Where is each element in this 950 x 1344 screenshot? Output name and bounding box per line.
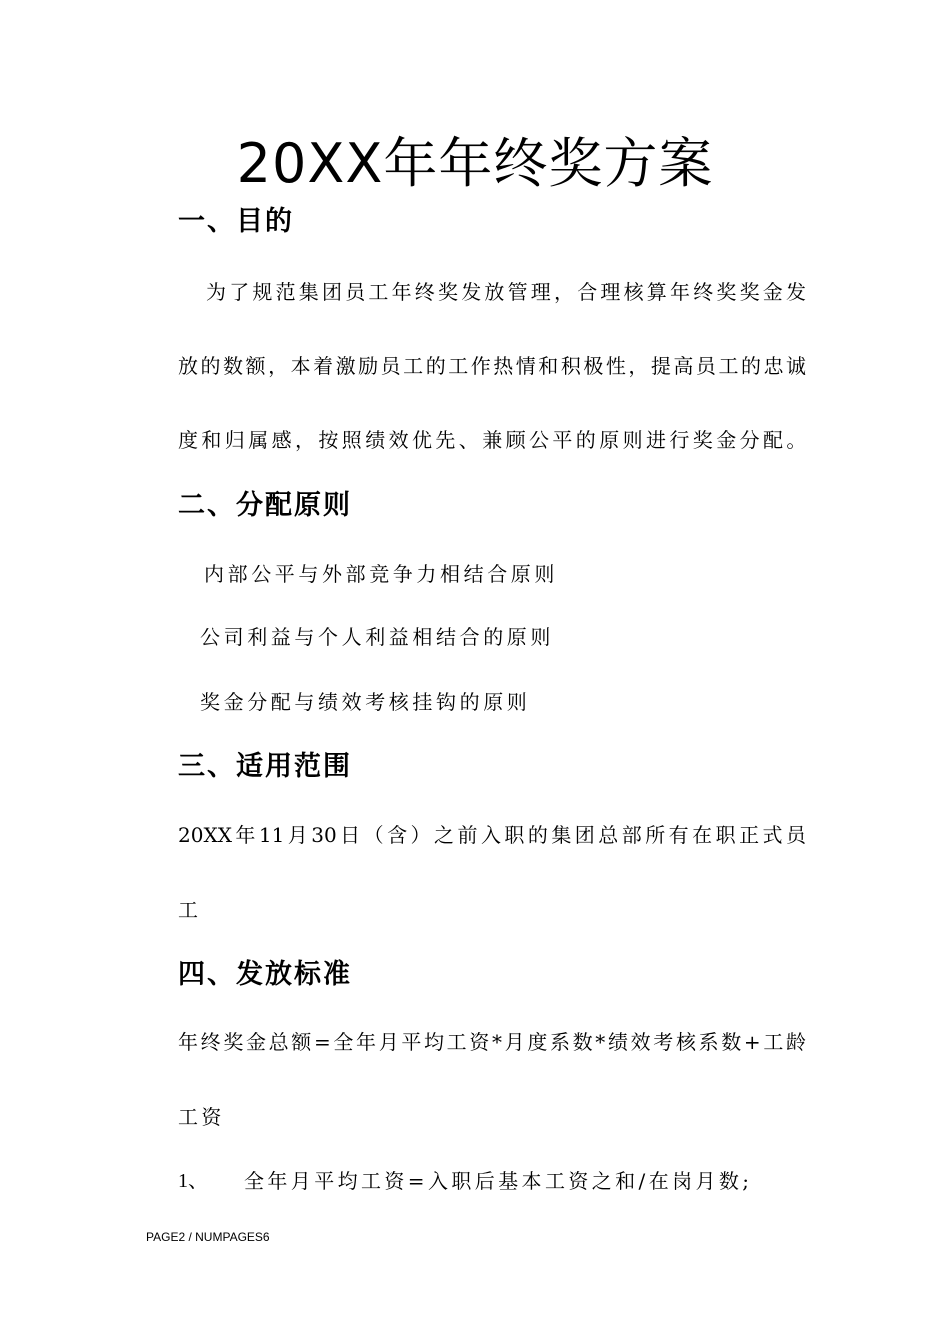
- section-heading-principles: 二、分配原则: [178, 490, 352, 521]
- principle-item-1: 内部公平与外部竞争力相结合原则: [204, 562, 558, 586]
- purpose-line-3: 度和归属感，按照绩效优先、兼顾公平的原则进行奖金分配。: [178, 428, 810, 452]
- document-title: 20XX年年终奖方案: [236, 132, 714, 195]
- purpose-line-1: 为了规范集团员工年终奖发放管理，合理核算年终奖奖金发: [206, 280, 806, 304]
- purpose-line-2: 放的数额，本着激励员工的工作热情和积极性，提高员工的忠诚: [178, 354, 806, 378]
- section-heading-purpose: 一、目的: [178, 206, 294, 237]
- standard-line-2: 工资: [178, 1105, 225, 1129]
- scope-line-2: 工: [178, 898, 202, 922]
- section-heading-standard: 四、发放标准: [178, 959, 352, 990]
- standard-line-1: 年终奖金总额=全年月平均工资*月度系数*绩效考核系数+工龄: [178, 1030, 806, 1054]
- principle-item-2: 公司利益与个人利益相结合的原则: [200, 625, 554, 649]
- list-item-text: 全年月平均工资=入职后基本工资之和/在岗月数;: [244, 1169, 753, 1193]
- principle-item-3: 奖金分配与绩效考核挂钩的原则: [200, 690, 531, 714]
- scope-line-1: 20XX年11月30日（含）之前入职的集团总部所有在职正式员: [178, 823, 806, 847]
- page-footer: PAGE2 / NUMPAGES6: [146, 1230, 270, 1244]
- list-item-number: 1、: [178, 1170, 208, 1192]
- section-heading-scope: 三、适用范围: [178, 751, 352, 782]
